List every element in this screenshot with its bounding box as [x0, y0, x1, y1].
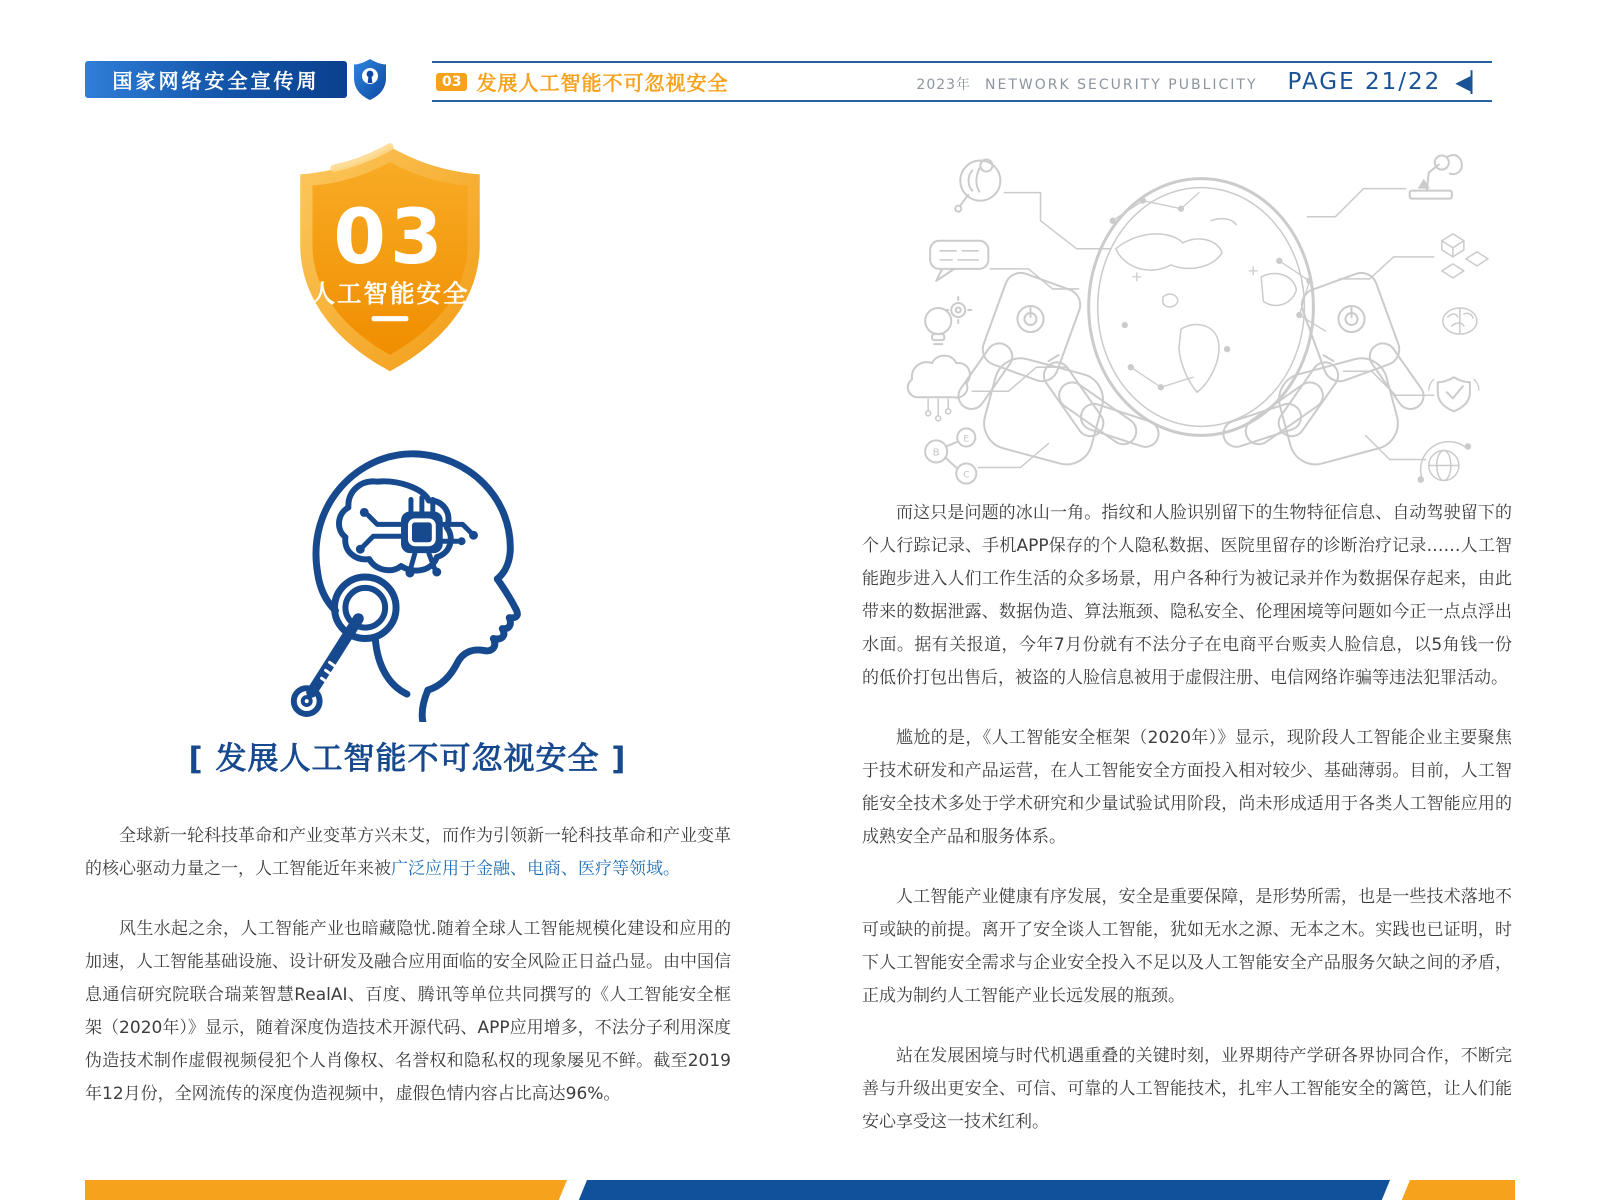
badge-underline [372, 316, 409, 321]
svg-text:C: C [963, 470, 970, 481]
robot-hands-globe-illustration [880, 128, 1502, 490]
header-right-group [916, 69, 1492, 95]
paragraph-intro [85, 820, 731, 886]
brain-icon [1443, 308, 1477, 334]
footer-bar-blue [578, 1180, 1390, 1200]
article-title: [ 发展人工智能不可忽视安全 ] [188, 741, 627, 777]
nodes-bec-icon [925, 428, 976, 483]
paragraph-framework: 尴尬的是，《人工智能安全框架（2020年）》显示，现阶段人工智能企业主要聚焦于技术研发和产品运营，在人工智能安全方面投入相对较少、基础薄弱。目前，人工智能安全技术多处于学术研究和少量试验试用阶段，尚未形成适用于各类人工智能应用的成熟安全产品和服务体系。 [862, 728, 1512, 847]
left-column-text [85, 820, 731, 1138]
paragraph-intro-text: 全球新一轮科技革命和产业变革方兴未艾，而作为引领新一轮科技革命和产业变革的核心驱动力量之一，人工智能近年来被 [85, 826, 731, 879]
ai-head-icon [955, 160, 1000, 212]
svg-text:E: E [963, 434, 970, 445]
robot-arm-icon [1410, 155, 1462, 199]
section-title: 发展人工智能不可忽视安全 [476, 71, 729, 95]
lightbulb-gear-icon [925, 297, 971, 344]
robot-hand-right [1220, 268, 1429, 470]
section-number-chip: 03 [436, 73, 467, 91]
brand-label: 国家网络安全宣传周 [112, 69, 320, 93]
paragraph-iceberg: 而这只是问题的冰山一角。指纹和人脸识别留下的生物特征信息、自动驾驶留下的个人行踪记录、手机APP保存的个人隐私数据、医院里留存的诊断治疗记录……人工智能跑步进入人们工作生活的众多场景，用户各种行为被记录并作为数据保存起来，由此带来的数据泄露、数据伪造、算法瓶颈、隐私安全、伦理困境等问题如今正一点点浮出水面。据有关报道，今年7月份就有不法分子在电商平台贩卖人脸信息，以5角钱一份的低价打包出售后，被盗的人脸信息被用于虚假注册、电信网络诈骗等违法犯罪活动。 [862, 503, 1512, 688]
chat-bubble-icon [930, 241, 988, 281]
highlighted-fields-text: 广泛应用于金融、电商、医疗等领域。 [391, 859, 680, 879]
footer-bar-orange-right [1401, 1180, 1515, 1200]
page-indicator: PAGE 21/22 [1287, 68, 1442, 95]
globe-orbit-icon [1418, 442, 1470, 482]
header-rule-band [432, 61, 1492, 102]
badge-label: 人工智能安全 [310, 278, 470, 308]
chapter-shield-badge [288, 140, 492, 378]
paragraph-outlook: 站在发展困境与时代机遇重叠的关键时刻，业界期待产学研各界协同合作，不断完善与升级出更安全、可信、可靠的人工智能技术，扎牢人工智能安全的篱笆，让人们能安心享受这一技术红利。 [862, 1046, 1512, 1132]
globe [1089, 179, 1326, 436]
publicity-label: NETWORK SECURITY PUBLICITY [985, 76, 1258, 93]
right-column-text [862, 497, 1512, 1166]
blocks-icon [1442, 234, 1488, 278]
badge-number: 03 [333, 193, 447, 282]
brand-banner [85, 61, 347, 98]
page-back-icon[interactable]: ◀▏ [1455, 69, 1486, 94]
paragraph-risks: 风生水起之余，人工智能产业也暗藏隐忧.随着全球人工智能规模化建设和应用的加速，人工智能基础设施、设计研发及融合应用面临的安全风险正日益凸显。由中国信息通信研究院联合瑞莱智慧RealAI、百度、腾讯等单位共同撰写的《人工智能安全框架（2020年）》显示，随着深度伪造技术开源代码、APP应用增多，不法分子利用深度伪造技术制作虚假视频侵犯个人肖像权、名誉权和隐私权的现象屡见不鲜。截至2019年12月份，全网流传的深度伪造视频中，虚假色情内容占比高达96%。 [85, 919, 731, 1104]
paragraph-industry: 人工智能产业健康有序发展，安全是重要保障，是形势所需，也是一些技术落地不可或缺的前提。离开了安全谈人工智能，犹如无水之源、无本之木。实践也已证明，时下人工智能安全需求与企业安全投入不足以及人工智能安全产品服务欠缺之间的矛盾，正成为制约人工智能产业长远发展的瓶颈。 [862, 887, 1512, 1006]
year-label: 2023年 [916, 76, 972, 93]
ai-head-illustration [266, 424, 544, 722]
shield-keyhole-icon [352, 57, 388, 102]
svg-text:B: B [932, 447, 940, 459]
shield-check-icon [1429, 377, 1479, 411]
footer-bar-orange-left [85, 1180, 567, 1200]
